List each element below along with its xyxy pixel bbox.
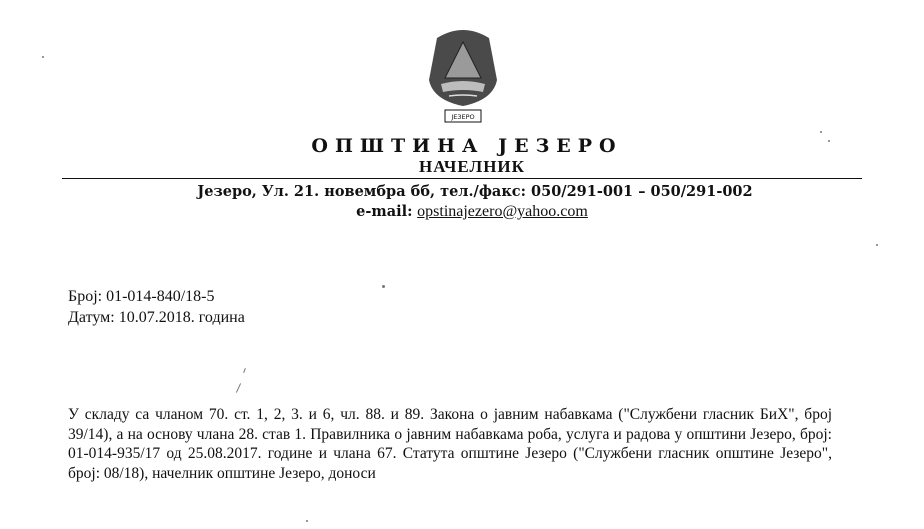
- scan-speck: [876, 244, 878, 246]
- scan-speck: [306, 520, 308, 522]
- scan-speck: [236, 383, 241, 392]
- scan-speck: [243, 368, 246, 373]
- header-divider: [62, 178, 862, 179]
- email-link[interactable]: opstinajezero@yahoo.com: [417, 203, 588, 220]
- document-body: [68, 405, 832, 483]
- scan-speck: [42, 56, 44, 58]
- header-address: Језеро, Ул. 21. новембра бб, тел./факс: 050/291-001 – 050/291-002: [197, 183, 753, 200]
- header-email-line: [0, 203, 924, 221]
- scan-speck: [820, 131, 822, 133]
- email-label: e-mail:: [356, 203, 413, 220]
- municipality-coat-of-arms-icon: [423, 22, 503, 134]
- document-date: Датум: 10.07.2018. година: [68, 309, 245, 326]
- logo-banner-text: ЈЕЗЕРО: [451, 113, 475, 121]
- scan-speck: [828, 140, 830, 142]
- scan-speck: [382, 285, 385, 288]
- document-number: Број: 01-014-840/18-5: [68, 288, 215, 305]
- page-subtitle: НАЧЕЛНИК: [419, 157, 525, 176]
- page-title: ОПШТИНА ЈЕЗЕРО: [311, 135, 623, 157]
- body-paragraph: У складу са чланом 70. ст. 1, 2, 3. и 6, чл. 88. и 89. Закона о јавним набавкама ("Службени гласник БиХ", број 39/14), а на основу члана 28. став 1. Правилника о јавним набавкама роба, услуга и радова у општини Језеро, број: 01-014-935/17 од 25.08.2017. године и члана 67. Статута општине Језеро ("Службени гласник општине Језеро", број: 08/18), начелник општине Језеро, доноси: [68, 406, 832, 482]
